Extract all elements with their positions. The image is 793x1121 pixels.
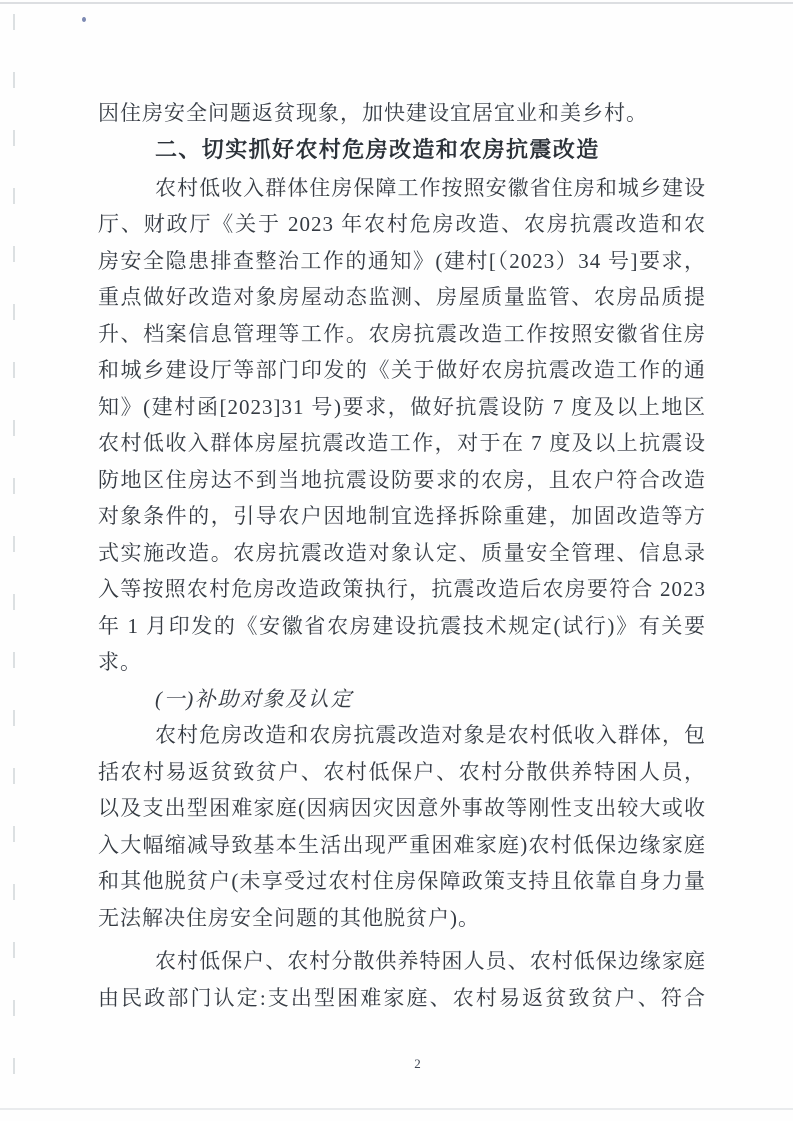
page-number: 2 <box>414 1056 421 1071</box>
scan-edge-bottom <box>0 1108 793 1110</box>
paragraph-subsidy-targets: 农村危房改造和农房抗震改造对象是农村低收入群体，包括农村易返贫致贫户、农村低保户、农村分散供养特困人员，以及支出型困难家庭(因病因灾因意外事故等刚性支出较大或收入大幅缩减导致基本生活出现严重困难家庭)农村低保边缘家庭和其他脱贫户(未享受过农村住房保障政策支持且依靠自身力量无法解决住房安全问题的其他脱贫户)。 <box>98 723 706 930</box>
scan-edge-left <box>13 14 15 1108</box>
section-heading: 二、切实抓好农村危房改造和农房抗震改造 <box>155 137 600 163</box>
paragraph-continuation: 因住房安全问题返贫现象，加快建设宜居宜业和美乡村。 <box>98 101 648 125</box>
document-body <box>98 95 706 1016</box>
scan-edge-top <box>0 2 793 4</box>
paragraph-determination: 农村低保户、农村分散供养特困人员、农村低保边缘家庭由民政部门认定:支出型困难家庭、农村易返贫致贫户、符合 <box>98 949 706 1010</box>
paragraph-policy-requirements: 农村低收入群体住房保障工作按照安徽省住房和城乡建设厅、财政厅《关于 2023 年农村危房改造、农房抗震改造和农房安全隐患排查整治工作的通知》(建村[（2023）34 号]要求，重点做好改造对象房屋动态监测、房屋质量监管、农房品质提升、档案信息管理等工作。农房抗震改造工作按照安徽省住房和城乡建设厅等部门印发的《关于做好农房抗震改造工作的通知》(建村函[2023]31 号)要求，做好抗震设防 7 度及以上地区农村低收入群体房屋抗震改造工作，对于在 7 度及以上抗震设防地区住房达不到当地抗震设防要求的农房，且农户符合改造对象条件的，引导农户因地制宜选择拆除重建，加固改造等方式实施改造。农房抗震改造对象认定、质量安全管理、信息录入等按照农村危房改造政策执行，抗震改造后农房要符合 2023 年 1 月印发的《安徽省农房建设抗震技术规定(试行)》有关要求。 <box>98 175 706 674</box>
subsection-heading: (一)补助对象及认定 <box>155 686 353 711</box>
scan-artifact-dot <box>82 17 86 22</box>
